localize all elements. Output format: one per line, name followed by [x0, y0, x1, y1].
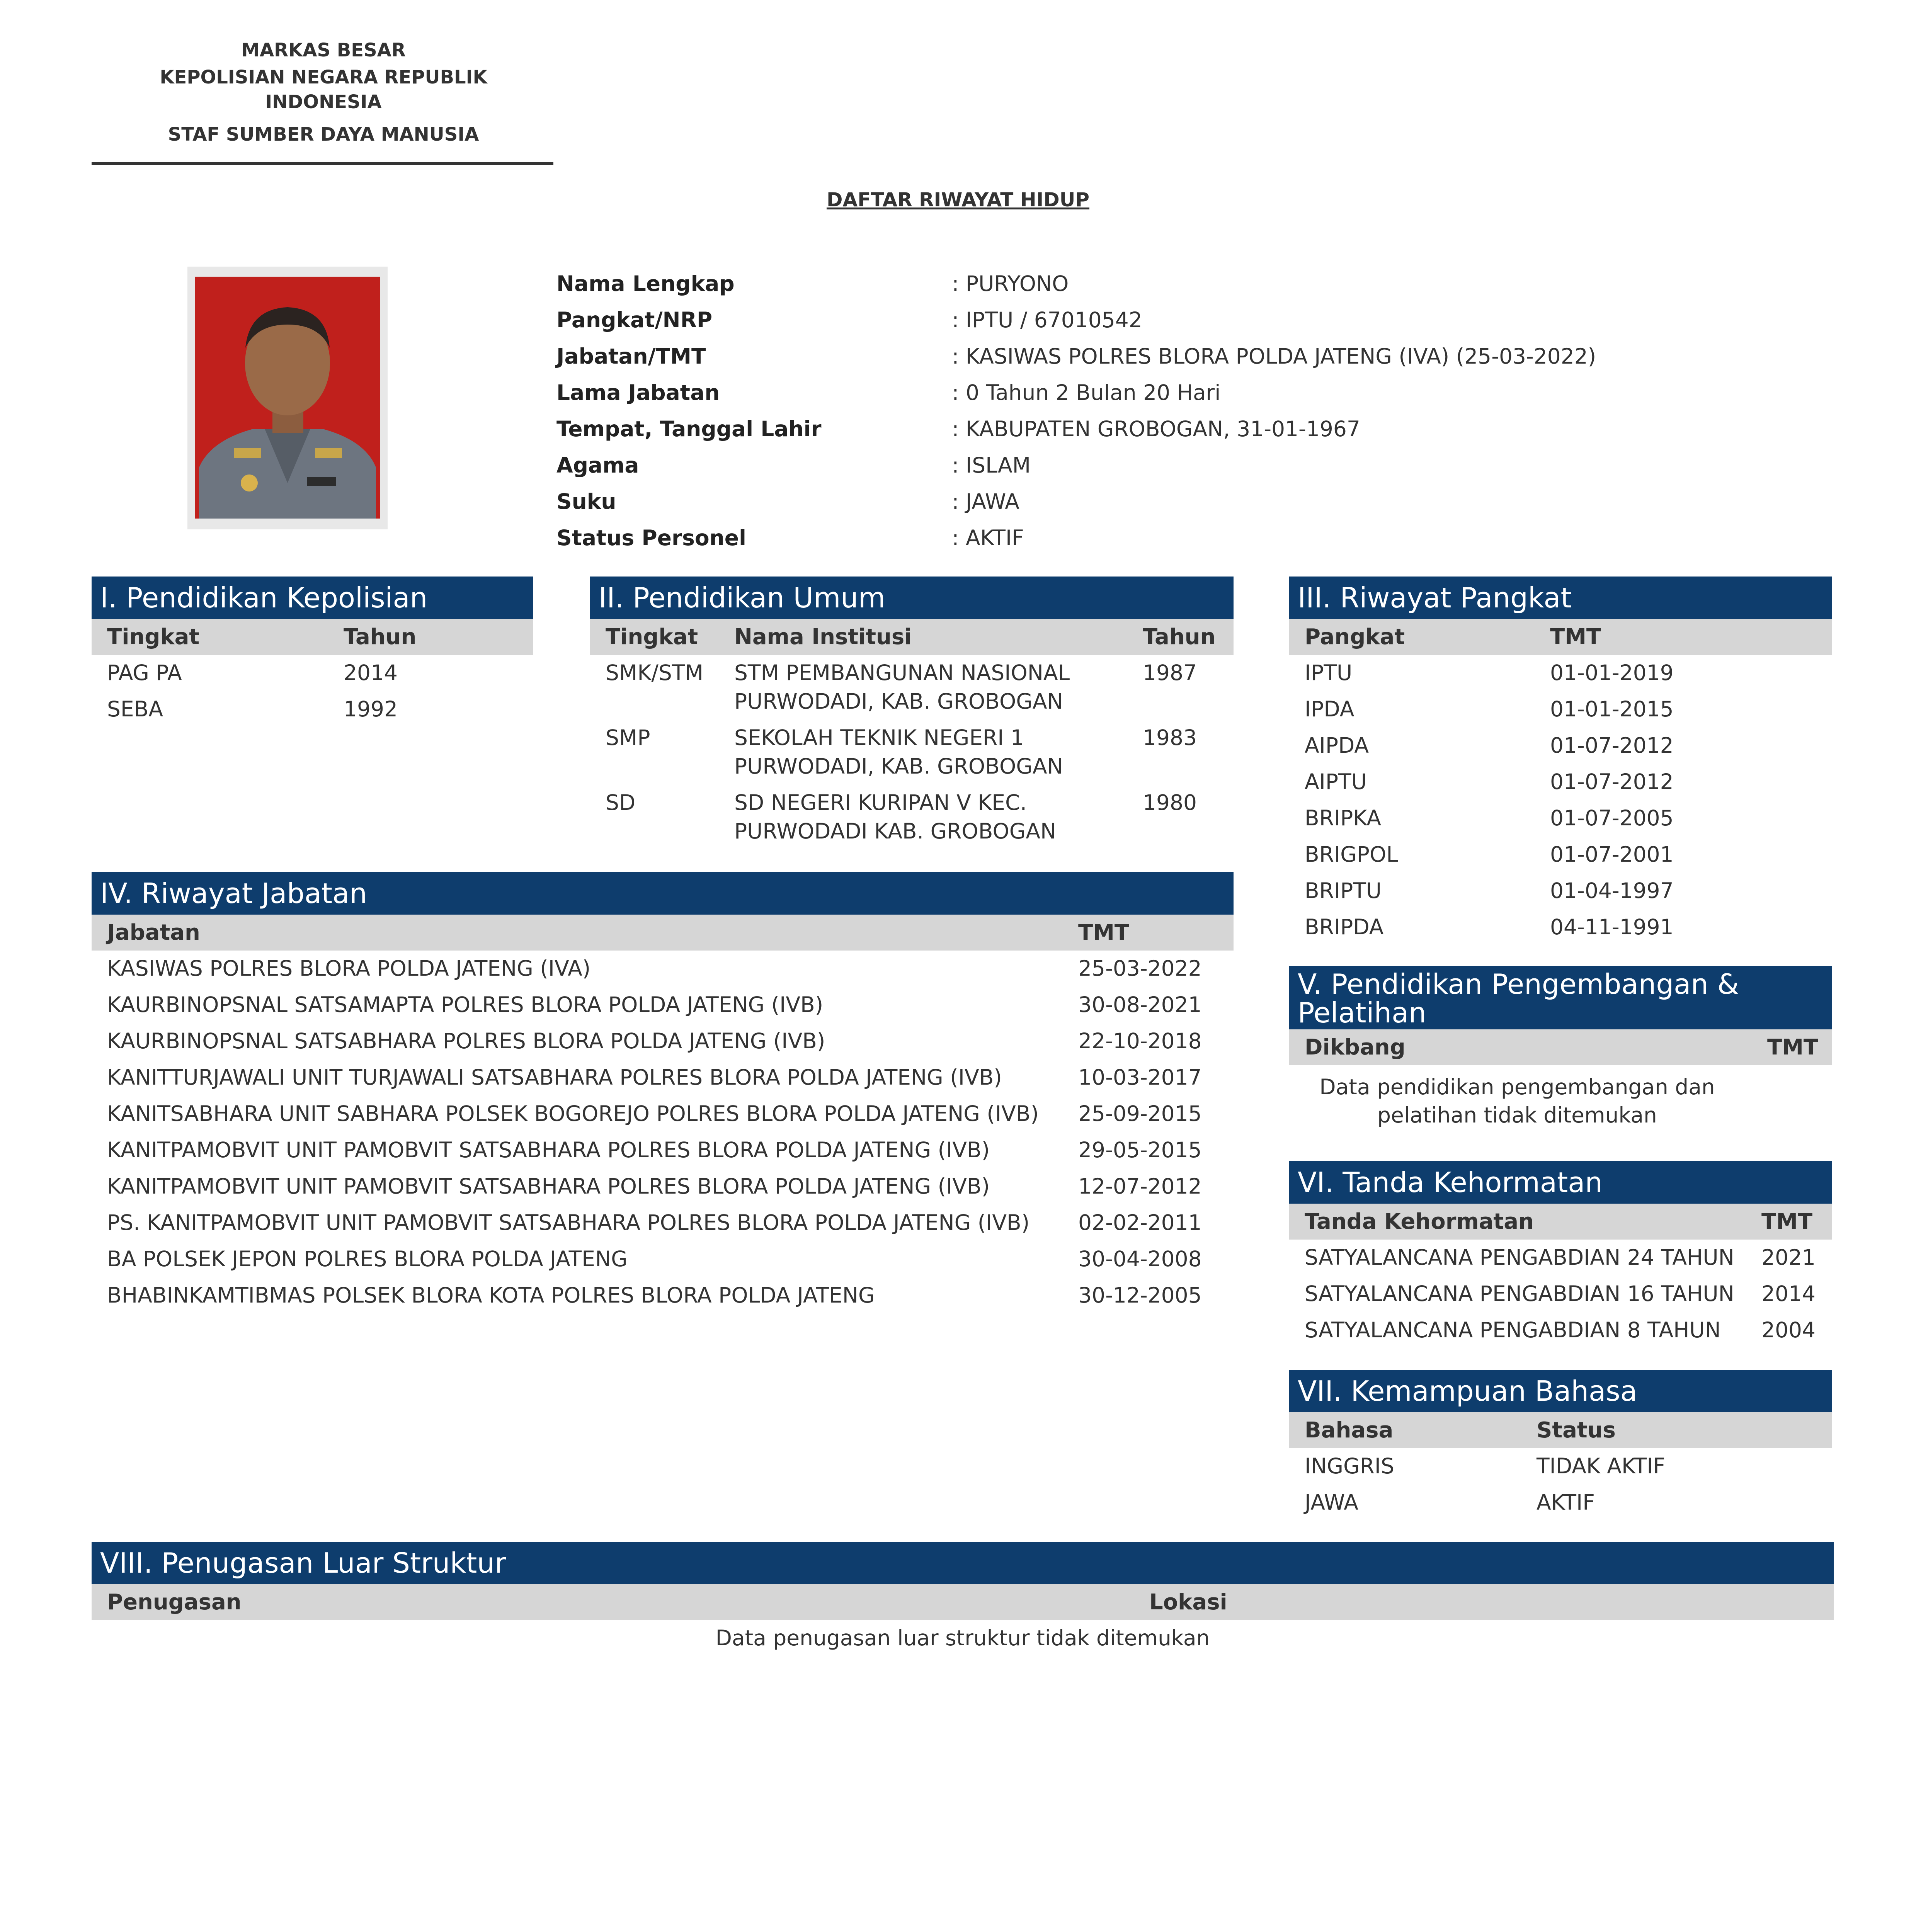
- institution-line-2: PURWODADI, KAB. GROBOGAN: [734, 754, 1063, 779]
- col-tingkat: Tingkat: [606, 624, 698, 650]
- org-line-1: MARKAS BESAR: [241, 39, 406, 61]
- table-cell: SMP: [606, 725, 650, 750]
- officer-portrait-image: [187, 267, 388, 529]
- table-cell: SD: [606, 790, 636, 815]
- table-cell: 1992: [344, 697, 398, 721]
- col-status: Status: [1537, 1418, 1616, 1443]
- table-cell: AKTIF: [1537, 1490, 1595, 1515]
- profile-photo: [187, 267, 388, 529]
- table-cell: 2014: [1761, 1281, 1816, 1306]
- col-tmt: TMT: [1767, 1035, 1819, 1060]
- col-lokasi: Lokasi: [1149, 1590, 1227, 1615]
- table-cell: KANITPAMOBVIT UNIT PAMOBVIT SATSABHARA POLRES BLORA POLDA JATENG (IVB): [107, 1138, 990, 1162]
- col-penugasan: Penugasan: [107, 1590, 242, 1615]
- table-cell: SATYALANCANA PENGABDIAN 24 TAHUN: [1305, 1245, 1734, 1270]
- bio-value: : ISLAM: [952, 453, 1031, 478]
- empty-message: Data penugasan luar struktur tidak ditemukan: [715, 1626, 1210, 1650]
- table-cell: SATYALANCANA PENGABDIAN 8 TAHUN: [1305, 1318, 1721, 1342]
- table-cell: 1983: [1143, 725, 1197, 750]
- table-cell: JAWA: [1305, 1490, 1358, 1515]
- table-cell: BRIGPOL: [1305, 842, 1398, 867]
- empty-message: [1289, 1065, 1745, 1129]
- section-title-line-2: Pelatihan: [1298, 997, 1426, 1029]
- table-cell: 30-12-2005: [1078, 1283, 1202, 1308]
- table-cell: SMK/STM: [606, 660, 703, 685]
- table-cell: 10-03-2017: [1078, 1065, 1202, 1090]
- table-cell: SATYALANCANA PENGABDIAN 16 TAHUN: [1305, 1281, 1734, 1306]
- section-title: VII. Kemampuan Bahasa: [1289, 1370, 1832, 1412]
- table-row: [92, 1065, 1234, 1101]
- bio-label: Status Personel: [556, 526, 746, 550]
- table-cell: 04-11-1991: [1550, 915, 1674, 939]
- table-row: [590, 725, 1234, 790]
- table-row: [1289, 697, 1832, 733]
- bio-label: Suku: [556, 489, 616, 514]
- table-cell: PS. KANITPAMOBVIT UNIT PAMOBVIT SATSABHARA POLRES BLORA POLDA JATENG (IVB): [107, 1210, 1030, 1235]
- col-bahasa: Bahasa: [1305, 1418, 1394, 1443]
- table-cell: 30-04-2008: [1078, 1247, 1202, 1271]
- table-row: [92, 992, 1234, 1029]
- column-header-row: [92, 915, 1234, 951]
- section-title: IV. Riwayat Jabatan: [92, 872, 1234, 915]
- table-row: [92, 660, 533, 697]
- section-penugasan-luar-struktur: [92, 1542, 1834, 1652]
- org-header: [92, 37, 555, 148]
- column-header-row: [92, 1584, 1834, 1620]
- table-row: [1289, 1454, 1832, 1490]
- table-cell: 01-07-2005: [1550, 806, 1674, 830]
- table-cell: KANITSABHARA UNIT SABHARA POLSEK BOGOREJO POLRES BLORA POLDA JATENG (IVB): [107, 1101, 1039, 1126]
- table-row: [1289, 660, 1832, 697]
- bio-label: Lama Jabatan: [556, 380, 720, 405]
- table-cell: 1980: [1143, 790, 1197, 815]
- col-tmt: TMT: [1761, 1209, 1813, 1234]
- bio-value: : JAWA: [952, 489, 1019, 514]
- table-row: [1289, 1490, 1832, 1526]
- table-cell: 2004: [1761, 1318, 1816, 1342]
- section-pendidikan-kepolisian: [92, 577, 533, 721]
- table-cell: 2021: [1761, 1245, 1816, 1270]
- table-cell: KAURBINOPSNAL SATSABHARA POLRES BLORA POLDA JATENG (IVB): [107, 1029, 825, 1053]
- institution-line-2: PURWODADI, KAB. GROBOGAN: [734, 689, 1063, 714]
- table-cell: SEBA: [107, 697, 163, 721]
- table-cell: 22-10-2018: [1078, 1029, 1202, 1053]
- table-row: [92, 1101, 1234, 1138]
- table-cell: 01-07-2012: [1550, 769, 1674, 794]
- col-tahun: Tahun: [1143, 624, 1216, 650]
- table-cell: INGGRIS: [1305, 1454, 1394, 1478]
- table-cell: IPTU: [1305, 660, 1353, 685]
- column-header-row: [92, 619, 533, 655]
- table-row: [92, 1283, 1234, 1319]
- col-pangkat: Pangkat: [1305, 624, 1405, 650]
- table-cell: 25-03-2022: [1078, 956, 1202, 981]
- table-cell: 01-07-2001: [1550, 842, 1674, 867]
- table-cell: PAG PA: [107, 660, 182, 685]
- table-cell: BHABINKAMTIBMAS POLSEK BLORA KOTA POLRES BLORA POLDA JATENG: [107, 1283, 875, 1308]
- section-pendidikan-umum: [590, 577, 1234, 844]
- institution-line-1: STM PEMBANGUNAN NASIONAL: [734, 660, 1070, 685]
- institution-line-1: SD NEGERI KURIPAN V KEC.: [734, 790, 1027, 815]
- bio-value: : IPTU / 67010542: [952, 308, 1142, 332]
- table-row: [92, 1210, 1234, 1247]
- table-cell: 01-07-2012: [1550, 733, 1674, 758]
- bio-label: Agama: [556, 453, 639, 478]
- table-row: [92, 1174, 1234, 1210]
- table-row: [590, 790, 1234, 855]
- column-header-row: [590, 619, 1234, 655]
- table-row: [1289, 733, 1832, 769]
- table-row: [1289, 1318, 1832, 1354]
- bio-value: : 0 Tahun 2 Bulan 20 Hari: [952, 380, 1221, 405]
- org-line-2: KEPOLISIAN NEGARA REPUBLIK: [160, 66, 487, 88]
- table-cell: 12-07-2012: [1078, 1174, 1202, 1199]
- bio-value: : KASIWAS POLRES BLORA POLDA JATENG (IVA) (25-03-2022): [952, 344, 1596, 369]
- col-tmt: TMT: [1078, 920, 1130, 945]
- col-dikbang: Dikbang: [1305, 1035, 1406, 1060]
- bio-label: Nama Lengkap: [556, 271, 735, 296]
- col-tmt: TMT: [1550, 624, 1601, 650]
- table-cell: 29-05-2015: [1078, 1138, 1202, 1162]
- table-row: [1289, 878, 1832, 915]
- bio-value: : AKTIF: [952, 526, 1024, 550]
- table-cell: KANITTURJAWALI UNIT TURJAWALI SATSABHARA POLRES BLORA POLDA JATENG (IVB): [107, 1065, 1002, 1090]
- table-row: [92, 1029, 1234, 1065]
- column-header-row: [1289, 1204, 1832, 1240]
- empty-line-1: Data pendidikan pengembangan dan: [1319, 1075, 1715, 1099]
- section-title: III. Riwayat Pangkat: [1289, 577, 1832, 619]
- document-title: DAFTAR RIWAYAT HIDUP: [826, 189, 1090, 211]
- table-cell: AIPDA: [1305, 733, 1369, 758]
- section-title-line-1: V. Pendidikan Pengembangan &: [1298, 968, 1739, 1000]
- column-header-row: [1289, 619, 1832, 655]
- section-kemampuan-bahasa: [1289, 1370, 1832, 1515]
- table-cell: KASIWAS POLRES BLORA POLDA JATENG (IVA): [107, 956, 591, 981]
- table-cell: IPDA: [1305, 697, 1354, 721]
- column-header-row: [1289, 1412, 1832, 1448]
- table-row: [92, 697, 533, 733]
- section-tanda-kehormatan: [1289, 1161, 1832, 1342]
- institution-line-2: PURWODADI KAB. GROBOGAN: [734, 819, 1057, 844]
- table-cell: 01-01-2019: [1550, 660, 1674, 685]
- org-line-3: INDONESIA: [265, 91, 382, 113]
- table-cell: 2014: [344, 660, 398, 685]
- section-title: [1289, 966, 1832, 1029]
- column-header-row: [1289, 1029, 1832, 1065]
- table-cell: 01-01-2015: [1550, 697, 1674, 721]
- section-riwayat-pangkat: [1289, 577, 1832, 939]
- bio-value: : PURYONO: [952, 271, 1069, 296]
- institution-line-1: SEKOLAH TEKNIK NEGERI 1: [734, 725, 1024, 750]
- section-title: VI. Tanda Kehormatan: [1289, 1161, 1832, 1204]
- section-title: I. Pendidikan Kepolisian: [92, 577, 533, 619]
- bio-label: Pangkat/NRP: [556, 308, 713, 332]
- bio-label: Jabatan/TMT: [556, 344, 706, 369]
- table-cell: TIDAK AKTIF: [1537, 1454, 1666, 1478]
- table-cell: 30-08-2021: [1078, 992, 1202, 1017]
- col-tahun: Tahun: [344, 624, 417, 650]
- bio-label: Tempat, Tanggal Lahir: [556, 417, 822, 441]
- table-cell: BRIPDA: [1305, 915, 1384, 939]
- table-row: [92, 1138, 1234, 1174]
- table-row: [1289, 915, 1832, 951]
- col-jabatan: Jabatan: [107, 920, 200, 945]
- table-cell: 1987: [1143, 660, 1197, 685]
- col-nama-institusi: Nama Institusi: [734, 624, 912, 650]
- table-row: [92, 1247, 1234, 1283]
- table-row: [1289, 1281, 1832, 1318]
- table-cell: KAURBINOPSNAL SATSAMAPTA POLRES BLORA POLDA JATENG (IVB): [107, 992, 824, 1017]
- table-cell: AIPTU: [1305, 769, 1367, 794]
- table-row: [1289, 1245, 1832, 1281]
- table-row: [1289, 769, 1832, 806]
- table-cell: 25-09-2015: [1078, 1101, 1202, 1126]
- table-row: [1289, 842, 1832, 878]
- section-pendidikan-pengembangan: [1289, 966, 1832, 1129]
- section-riwayat-jabatan: [92, 872, 1234, 1308]
- table-cell: BRIPTU: [1305, 878, 1382, 903]
- empty-line-2: pelatihan tidak ditemukan: [1377, 1103, 1657, 1128]
- table-row: [590, 660, 1234, 725]
- col-tingkat: Tingkat: [107, 624, 200, 650]
- table-cell: 02-02-2011: [1078, 1210, 1202, 1235]
- table-cell: BRIPKA: [1305, 806, 1382, 830]
- col-tanda-kehormatan: Tanda Kehormatan: [1305, 1209, 1534, 1234]
- table-cell: KANITPAMOBVIT UNIT PAMOBVIT SATSABHARA POLRES BLORA POLDA JATENG (IVB): [107, 1174, 990, 1199]
- bio-value: : KABUPATEN GROBOGAN, 31-01-1967: [952, 417, 1360, 441]
- section-title: II. Pendidikan Umum: [590, 577, 1234, 619]
- section-title: VIII. Penugasan Luar Struktur: [92, 1542, 1834, 1584]
- table-cell: 01-04-1997: [1550, 878, 1674, 903]
- table-row: [92, 956, 1234, 992]
- table-cell: BA POLSEK JEPON POLRES BLORA POLDA JATENG: [107, 1247, 628, 1271]
- table-row: [1289, 806, 1832, 842]
- org-header-rule: [92, 162, 553, 165]
- org-line-4: STAF SUMBER DAYA MANUSIA: [168, 124, 479, 145]
